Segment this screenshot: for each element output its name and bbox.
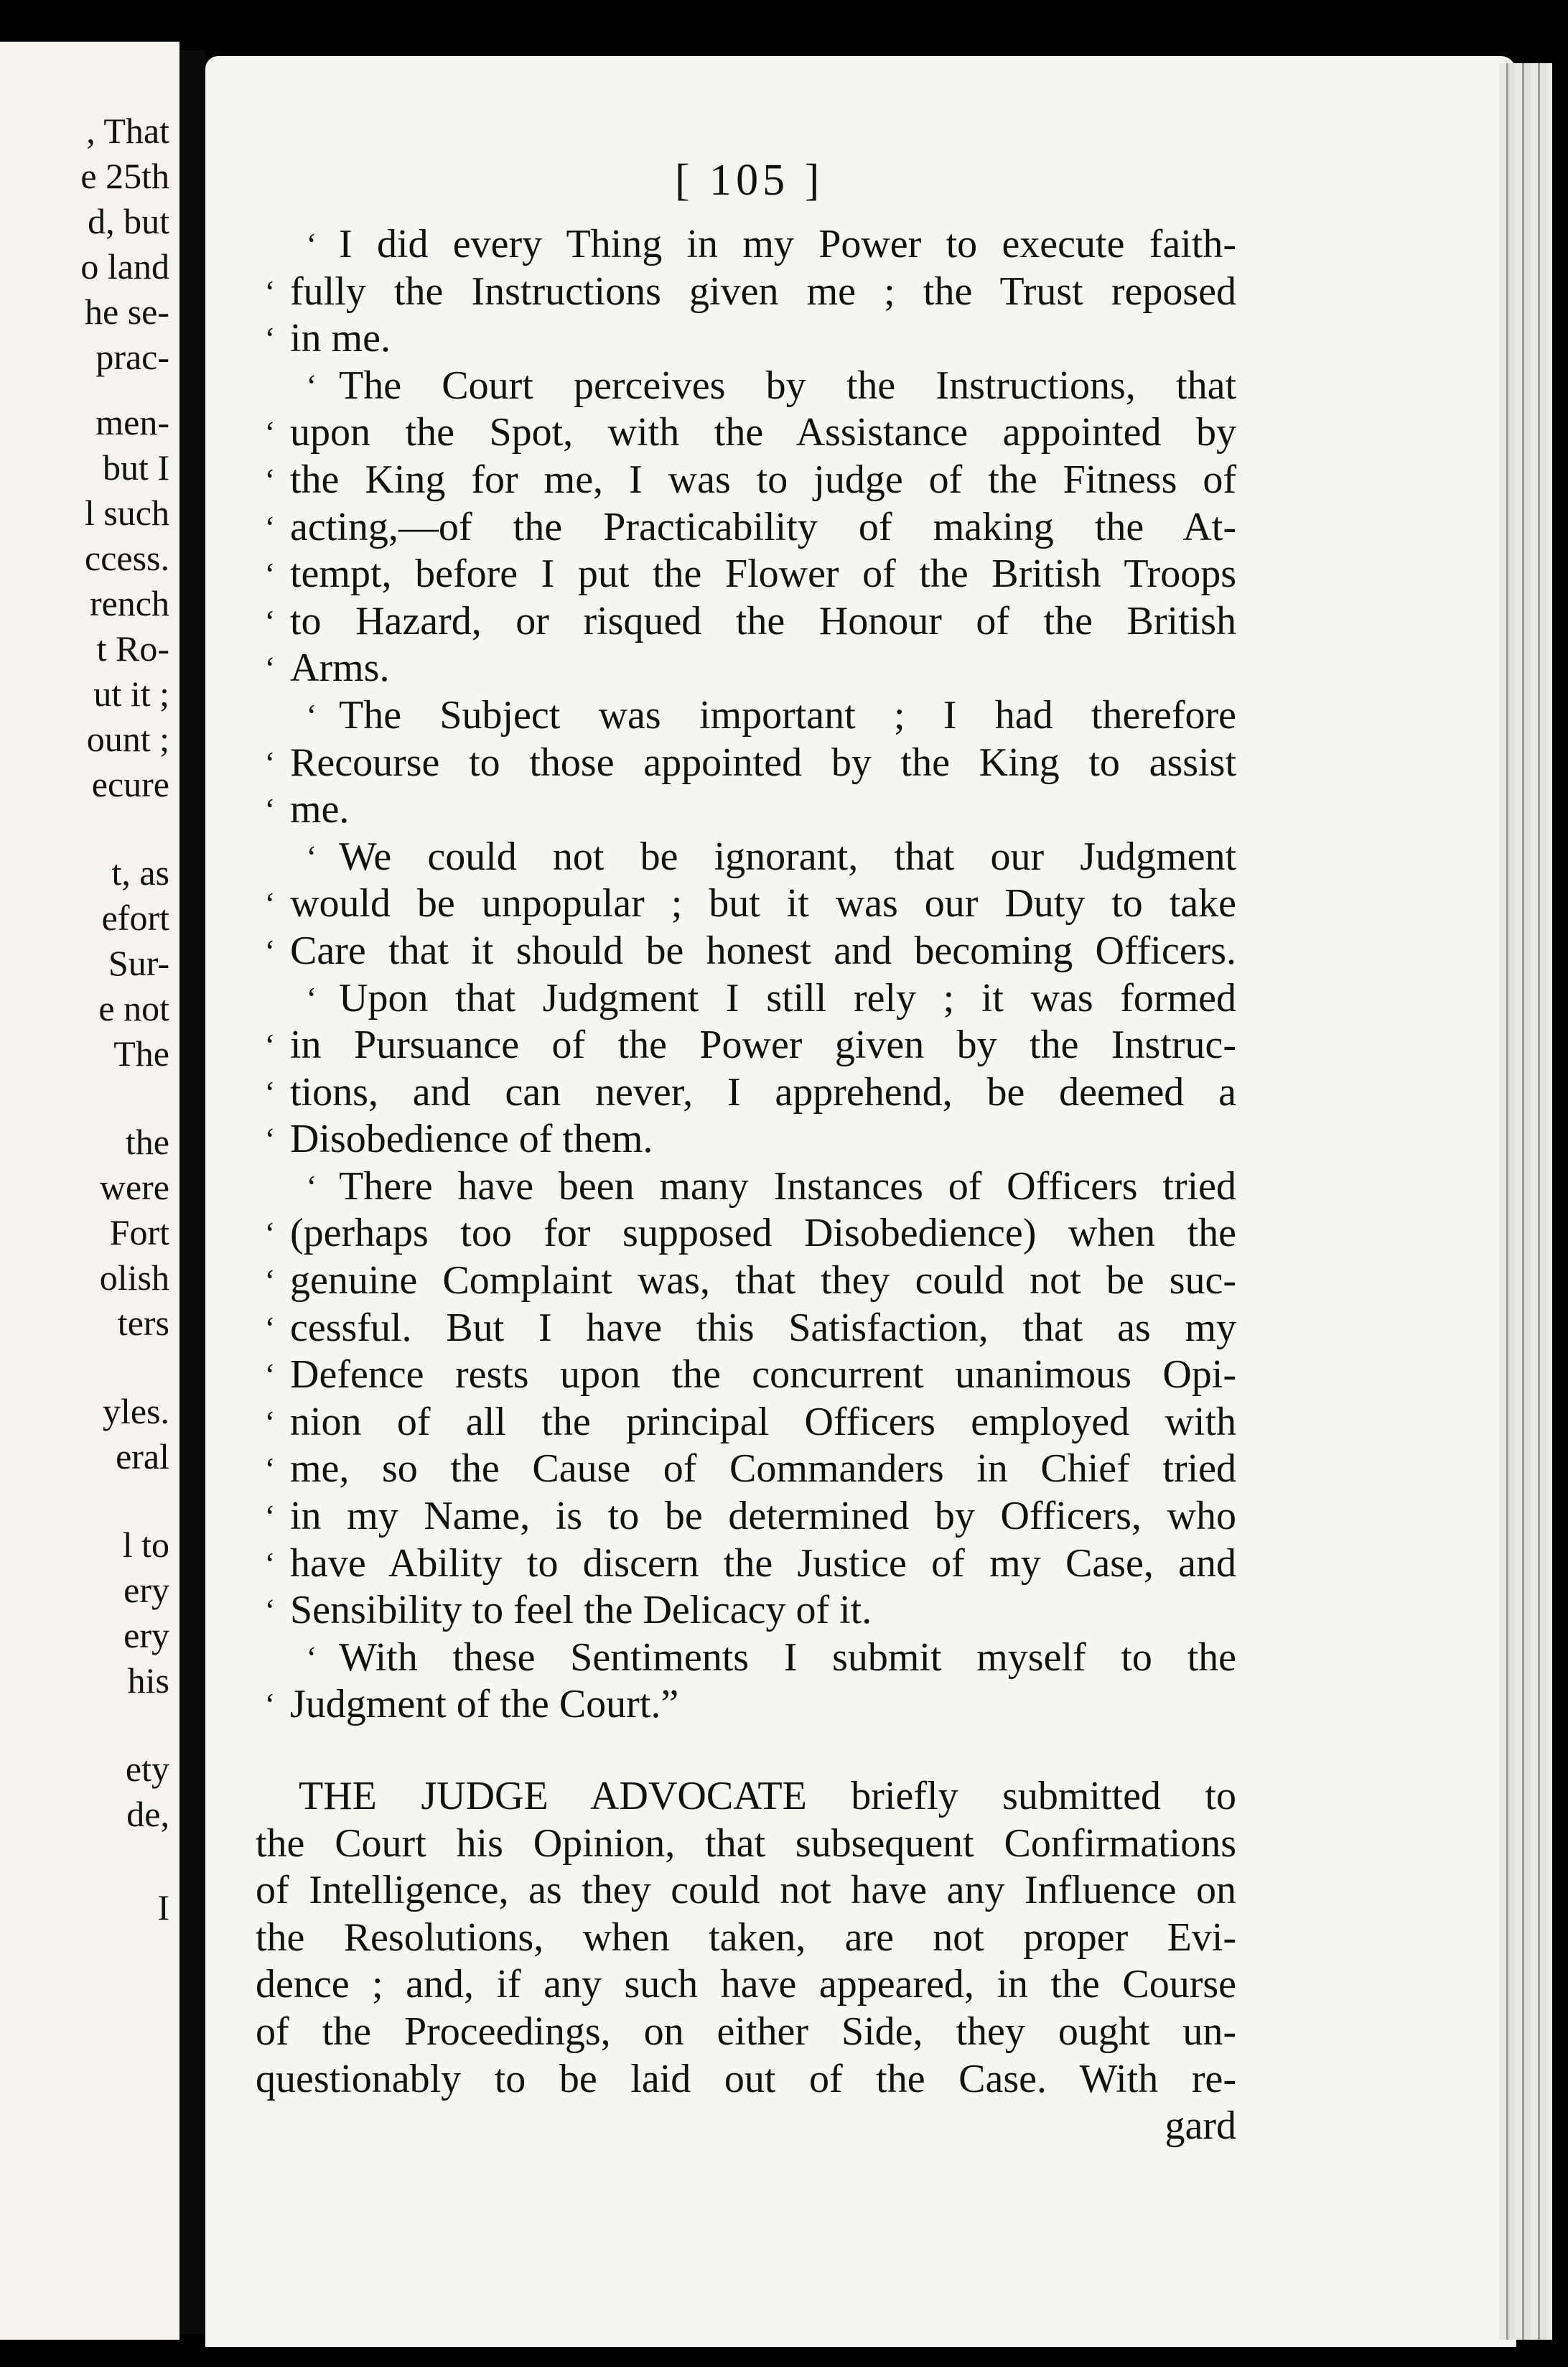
quotation-mark: ‘	[264, 745, 276, 781]
quoted-text-line	[256, 975, 1236, 1023]
body-text-line	[256, 1867, 1236, 1915]
left-page-fragment-line: ut it ;	[93, 674, 169, 714]
left-page-fragment-line: his	[127, 1660, 169, 1701]
quoted-text-line	[256, 409, 1236, 457]
line-text: of Intelligence, as they could not have any Influence on	[256, 1868, 1236, 1913]
quotation-mark: ‘	[264, 933, 276, 969]
line-text: me, so the Cause of Commanders in Chief tried	[290, 1446, 1236, 1492]
line-text: Arms.	[290, 646, 390, 691]
left-page-fragment-line: ccess.	[85, 538, 169, 578]
quoted-text-line	[256, 1210, 1236, 1257]
line-text: We could not be ignorant, that our Judgment	[339, 834, 1236, 879]
quoted-text-line	[256, 1069, 1236, 1117]
line-text: tions, and can never, I apprehend, be deemed a	[290, 1069, 1236, 1115]
quoted-text-line	[256, 221, 1236, 269]
quotation-mark: ‘	[264, 557, 276, 592]
quoted-text-line	[256, 1257, 1236, 1305]
line-text: upon the Spot, with the Assistance appointed by	[290, 410, 1236, 455]
line-text: in me.	[290, 316, 391, 361]
quotation-mark: ‘	[306, 368, 317, 404]
line-text: the Court his Opinion, that subsequent Confirmations	[256, 1820, 1236, 1866]
line-text: Disobedience of them.	[290, 1117, 653, 1162]
line-text: nion of all the principal Officers employed with	[290, 1399, 1236, 1444]
left-page-fragment-line: d, but	[88, 201, 169, 241]
left-page-fragment-line: Fort	[109, 1212, 169, 1252]
quotation-mark: ‘	[306, 1168, 317, 1204]
line-text: Sensibility to feel the Delicacy of it.	[290, 1588, 872, 1633]
left-page-fragment-line: ery	[123, 1615, 169, 1655]
book-gutter	[179, 50, 205, 2334]
left-page-fragment-line: o land	[80, 246, 169, 287]
quotation-mark: ‘	[264, 1499, 276, 1535]
line-text: to Hazard, or risqued the Honour of the British	[290, 598, 1236, 643]
line-text: would be unpopular ; but it was our Duty to take	[290, 881, 1236, 926]
quotation-mark: ‘	[264, 1545, 276, 1581]
left-page-fragment-line: de,	[126, 1794, 169, 1834]
left-page-fragment-line: eral	[116, 1436, 169, 1477]
quoted-text-line	[256, 740, 1236, 787]
line-text: With these Sentiments I submit myself to the	[339, 1634, 1236, 1680]
left-page-fragment-line: the	[125, 1122, 169, 1162]
line-text: Defence rests upon the concurrent unanimous Opi-	[290, 1352, 1236, 1398]
body-text-line	[256, 2056, 1236, 2103]
quotation-mark: ‘	[264, 274, 276, 310]
left-page-fragment-line: he se-	[85, 292, 169, 332]
left-page-fragment-line: l to	[122, 1525, 169, 1565]
quoted-text-line	[256, 1399, 1236, 1446]
line-text: Care that it should be honest and becoming Officers.	[290, 928, 1236, 973]
quotation-mark: ‘	[264, 1216, 276, 1252]
quotation-mark: ‘	[264, 1074, 276, 1110]
page-number: [ 105 ]	[675, 156, 824, 205]
quoted-text-line	[256, 928, 1236, 975]
quoted-text-line	[256, 1022, 1236, 1069]
quoted-text-line	[256, 1493, 1236, 1540]
line-text: (perhaps too for supposed Disobedience) when the	[290, 1211, 1236, 1256]
quotation-mark: ‘	[264, 792, 276, 828]
line-text: cessful. But I have this Satisfaction, that as my	[290, 1305, 1236, 1350]
main-text-block	[256, 221, 1236, 2150]
quoted-text-line	[256, 1587, 1236, 1634]
left-page-fragment-line: ery	[123, 1570, 169, 1610]
quoted-text-line	[256, 315, 1236, 363]
quotation-mark: ‘	[264, 1451, 276, 1487]
left-page-fragment-line: t Ro-	[96, 628, 169, 669]
line-text: acting,—of the Practicability of making the At-	[290, 504, 1236, 549]
line-text: Upon that Judgment I still rely ; it was formed	[339, 975, 1236, 1020]
left-page-fragment-line: Sur-	[108, 943, 169, 983]
left-page-fragment-line: men-	[95, 402, 169, 442]
quoted-text-line	[256, 1634, 1236, 1682]
body-text-line	[256, 1961, 1236, 2009]
quotation-mark: ‘	[264, 1263, 276, 1299]
quotation-mark: ‘	[264, 462, 276, 498]
line-text: gard	[1165, 2103, 1236, 2149]
quoted-text-line	[256, 1352, 1236, 1399]
line-text: in Pursuance of the Power given by the Instruc-	[290, 1023, 1236, 1068]
quoted-text-line	[256, 834, 1236, 881]
body-text-line	[256, 1915, 1236, 1962]
quoted-text-line	[256, 880, 1236, 928]
left-page-fragment-line: yles.	[102, 1391, 169, 1431]
left-page-fragment	[0, 42, 179, 2340]
judge-advocate-paragraph	[256, 1773, 1236, 2150]
quotation-mark: ‘	[264, 603, 276, 639]
body-text-line	[256, 2009, 1236, 2056]
line-text: dence ; and, if any such have appeared, in the Course	[256, 1962, 1236, 2007]
quotation-mark: ‘	[264, 1310, 276, 1346]
quoted-text-line	[256, 269, 1236, 316]
quotation-mark: ‘	[264, 509, 276, 545]
left-page-fragment-line: ety	[125, 1749, 169, 1789]
quoted-text-line	[256, 363, 1236, 410]
line-text: in my Name, is to be determined by Officers, who	[290, 1494, 1236, 1539]
quotation-mark: ‘	[264, 415, 276, 451]
quotation-mark: ‘	[306, 839, 317, 875]
quoted-text-line	[256, 1116, 1236, 1163]
body-text-line	[256, 1773, 1236, 1820]
line-text: of the Proceedings, on either Side, they ought un-	[256, 2009, 1236, 2054]
quoted-text-line	[256, 551, 1236, 598]
left-page-fragment-line: prac-	[95, 337, 169, 377]
line-text: Judgment of the Court.”	[290, 1682, 679, 1727]
quotation-mark: ‘	[264, 1122, 276, 1158]
line-text: The Court perceives by the Instructions, that	[339, 363, 1236, 408]
quoted-text-line	[256, 786, 1236, 834]
quotation-mark: ‘	[264, 1028, 276, 1064]
line-text: me.	[290, 787, 350, 832]
line-text: fully the Instructions given me ; the Trust reposed	[290, 269, 1236, 314]
left-page-fragment-line: olish	[99, 1257, 169, 1298]
left-page-fragment-line: but I	[102, 447, 169, 488]
left-page-fragment-line: The	[113, 1033, 169, 1074]
left-page-fragment-line: e not	[98, 988, 169, 1028]
quotation-mark: ‘	[264, 321, 276, 357]
left-page-fragment-line: e 25th	[80, 156, 169, 196]
quoted-text-line	[256, 457, 1236, 504]
line-text: genuine Complaint was, that they could not be suc-	[290, 1258, 1236, 1303]
left-page-fragment-line: ecure	[91, 764, 169, 804]
quotation-mark: ‘	[264, 651, 276, 687]
quotation-mark: ‘	[306, 227, 317, 262]
quotation-mark: ‘	[264, 1404, 276, 1440]
line-text: I did every Thing in my Power to execute faith-	[339, 222, 1236, 266]
quotation-mark: ‘	[264, 886, 276, 922]
left-page-fragment-line: t, as	[111, 852, 169, 893]
line-text: have Ability to discern the Justice of my Case, and	[290, 1540, 1236, 1586]
line-text: There have been many Instances of Officers tried	[339, 1163, 1236, 1209]
page-edges	[1499, 63, 1552, 2340]
quoted-text-line	[256, 1163, 1236, 1211]
left-page-fragment-line: , That	[86, 111, 169, 151]
body-text-line	[256, 1820, 1236, 1868]
line-text: questionably to be laid out of the Case. With re-	[256, 2056, 1236, 2101]
line-text: tempt, before I put the Flower of the British Troops	[290, 552, 1236, 597]
quotation-mark: ‘	[264, 1687, 276, 1723]
line-text: The Subject was important ; I had therefore	[339, 692, 1236, 738]
quoted-text-line	[256, 692, 1236, 740]
quotation-mark: ‘	[264, 1357, 276, 1393]
paragraph-gap	[256, 1729, 1236, 1773]
left-page-fragment-line: efort	[101, 898, 169, 938]
quoted-text-line	[256, 1540, 1236, 1588]
line-text: Recourse to those appointed by the King to assist	[290, 740, 1236, 785]
left-page-fragment-line: l such	[84, 493, 169, 533]
line-text: the Resolutions, when taken, are not proper Evi-	[256, 1915, 1236, 1960]
quotation-mark: ‘	[306, 980, 317, 1016]
quotation-mark: ‘	[306, 697, 317, 733]
quoted-defence-speech	[256, 221, 1236, 1729]
quotation-mark: ‘	[306, 1640, 317, 1675]
left-page-fragment-line: ters	[117, 1303, 169, 1343]
left-page-fragment-line: I	[157, 1887, 169, 1927]
left-page-fragment-line: rench	[89, 583, 169, 623]
quotation-mark: ‘	[264, 1593, 276, 1629]
quoted-text-line	[256, 645, 1236, 692]
quoted-text-line	[256, 598, 1236, 646]
quoted-text-line	[256, 1305, 1236, 1352]
quoted-text-line	[256, 1446, 1236, 1493]
left-page-fragment-line: were	[99, 1167, 169, 1207]
line-text: THE JUDGE ADVOCATE briefly submitted to	[299, 1774, 1236, 1818]
line-text: the King for me, I was to judge of the Fitness of	[290, 457, 1236, 502]
body-text-line	[256, 2103, 1236, 2150]
quoted-text-line	[256, 504, 1236, 552]
quoted-text-line	[256, 1681, 1236, 1729]
left-page-fragment-line: ount ;	[86, 719, 169, 759]
